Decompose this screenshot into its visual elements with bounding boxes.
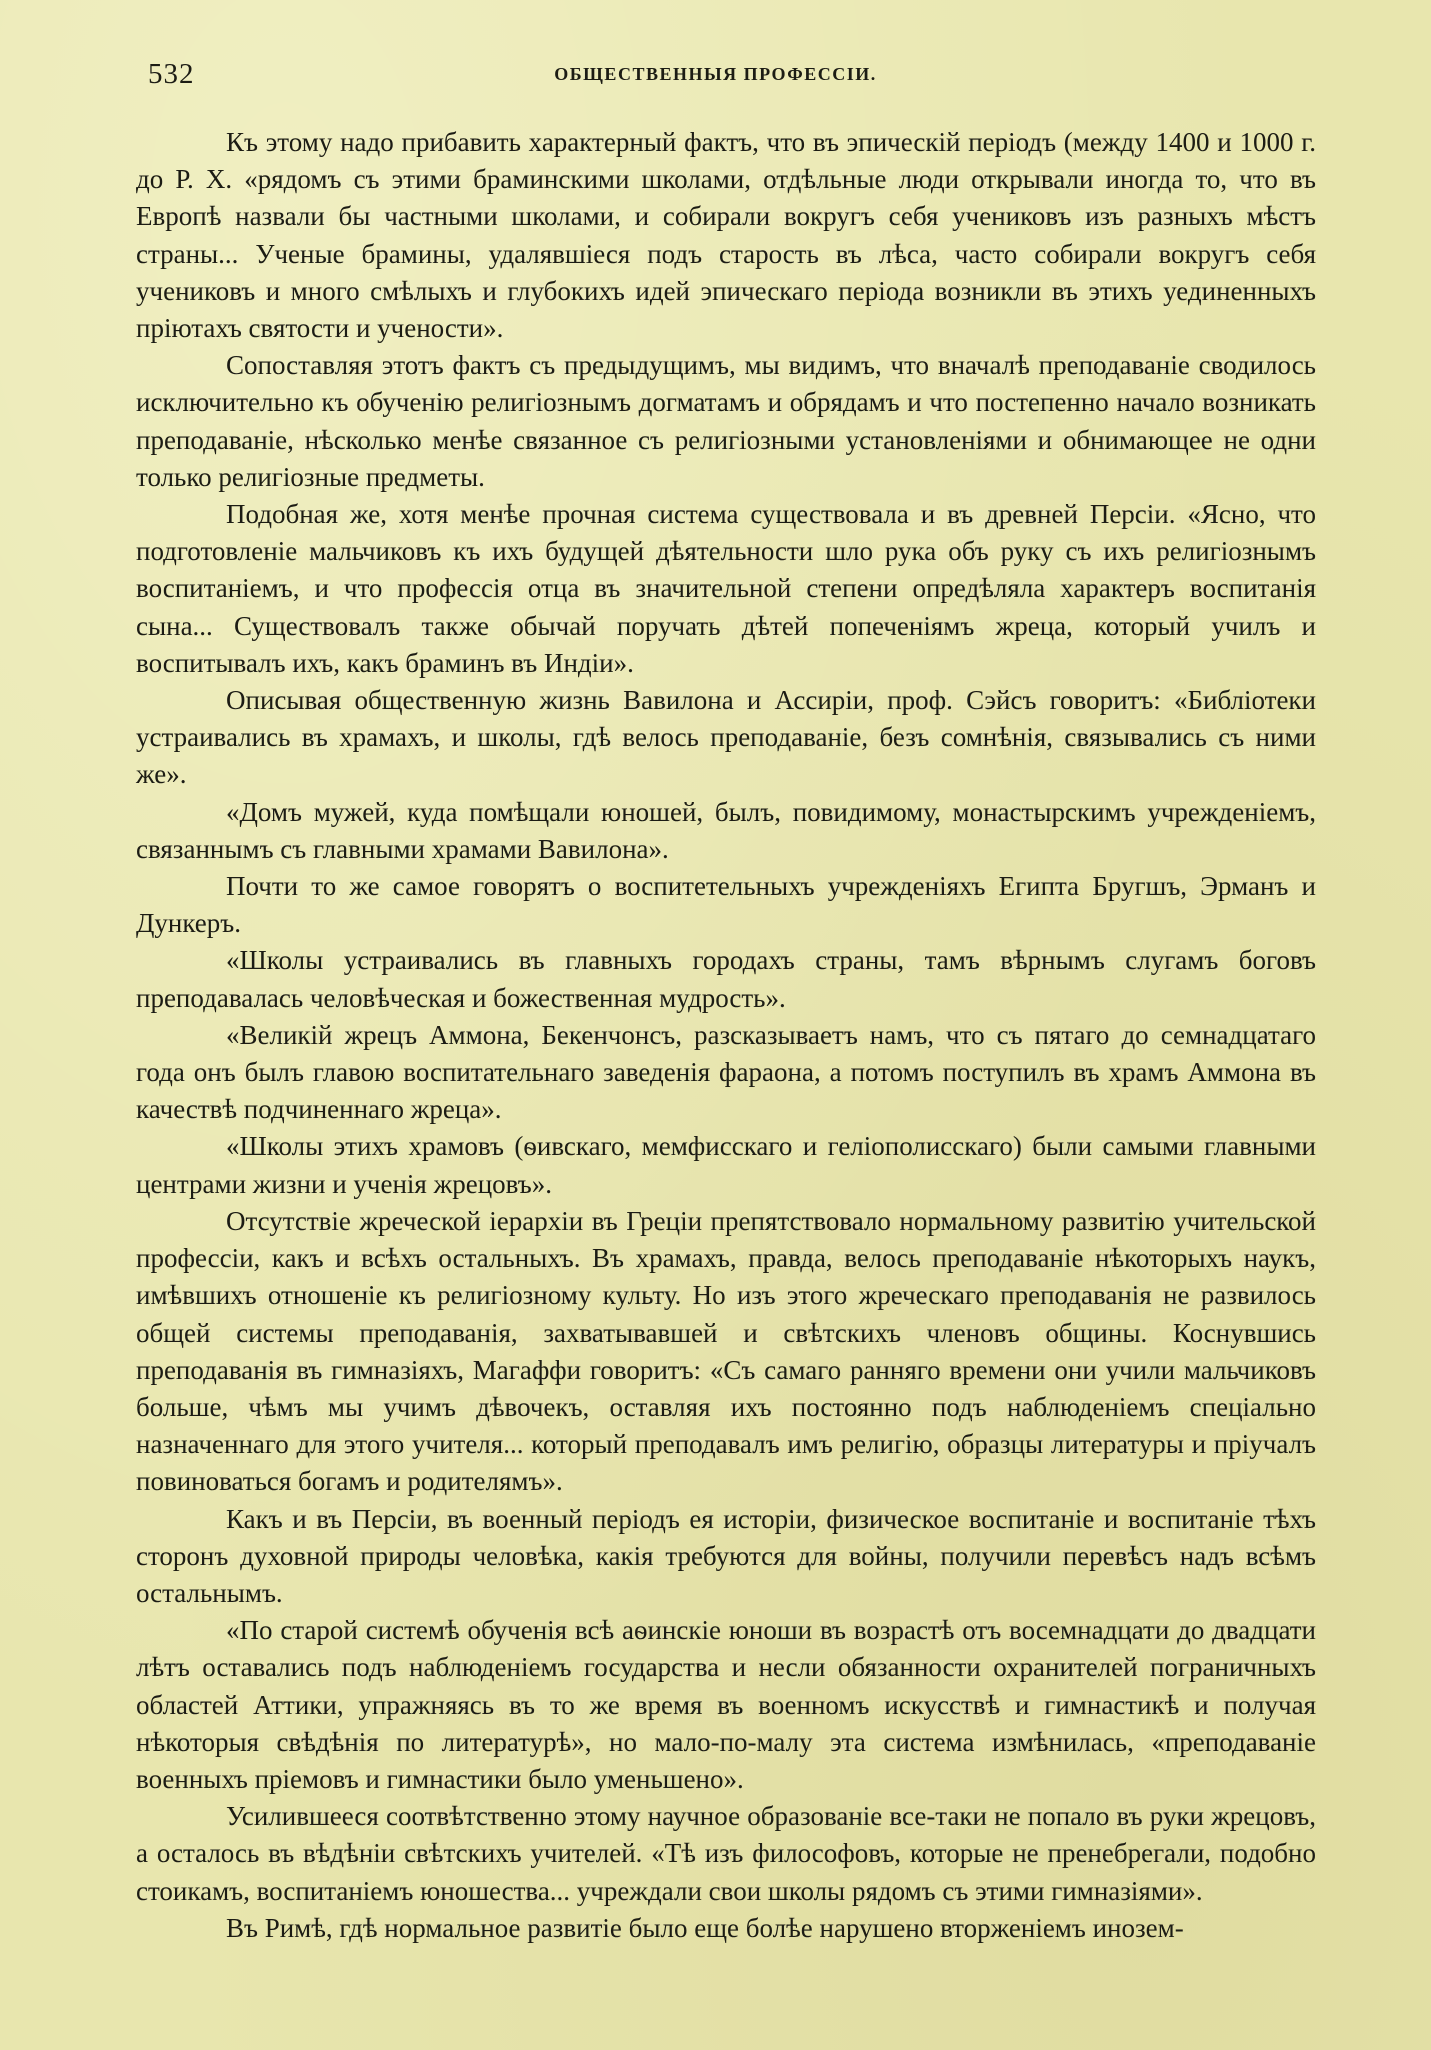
paragraph: Въ Римѣ, гдѣ нормальное развитіе было еще болѣе нарушено вторженіемъ инозем-: [226, 1912, 1184, 1943]
page-number: 532: [148, 58, 195, 90]
paragraph: Сопоставляя этотъ фактъ съ предыдущимъ, мы видимъ, что вначалѣ преподаваніе сводилось исключительно къ обученію религіознымъ догматамъ и обрядамъ и что постепенно начало возникать преподаваніе, нѣсколько менѣе связанное съ религіозными установленіями и обнимающее не одни только религіозные предметы.: [136, 350, 1316, 492]
page-header: [0, 58, 1431, 98]
paragraph: Усилившееся соотвѣтственно этому научное образованіе все-таки не попало въ руки жрецовъ, а осталось въ вѣдѣніи свѣтскихъ учителей. «Тѣ изъ философовъ, которые не пренебрегали, подобно стоикамъ, воспитаніемъ юношества... учреждали свои школы рядомъ съ этими гимназіями».: [136, 1801, 1316, 1906]
paragraph: «По старой системѣ обученія всѣ аѳинскіе юноши въ возрастѣ отъ восемнадцати до двадцати лѣтъ оставались подъ наблюденіемъ государства и несли обязанности охранителей пограничныхъ областей Аттики, упражняясь въ то же время въ военномъ искусствѣ и гимнастикѣ и получая нѣкоторыя свѣдѣнія по литературѣ», но мало-по-малу эта система измѣнилась, «преподаваніе военныхъ пріемовъ и гимнастики было уменьшено».: [136, 1615, 1316, 1794]
paragraph: Подобная же, хотя менѣе прочная система существовала и въ древней Персіи. «Ясно, что подготовленіе мальчиковъ къ ихъ будущей дѣятельности шло рука объ руку съ ихъ религіознымъ воспитаніемъ, и что профессія отца въ значительной степени опредѣляла характеръ воспитанія сына... Существовалъ также обычай поручать дѣтей попеченіямъ жреца, который училъ и воспитывалъ ихъ, какъ браминъ въ Индіи».: [136, 499, 1316, 678]
running-title: ОБЩЕСТВЕННЫЯ ПРОФЕССІИ.: [554, 64, 877, 84]
paragraph: «Великій жрецъ Аммона, Бекенчонсъ, разсказываетъ намъ, что съ пятаго до семнадцатаго года онъ былъ главою воспитательнаго заведенія фараона, а потомъ поступилъ въ храмъ Аммона въ качествѣ подчиненнаго жреца».: [136, 1019, 1316, 1125]
paragraph: «Школы устраивались въ главныхъ городахъ страны, тамъ вѣрнымъ слугамъ боговъ преподавалась человѣческая и божественная мудрость».: [136, 945, 1316, 1013]
paragraph: Къ этому надо прибавить характерный фактъ, что въ эпическій періодъ (между 1400 и 1000 г. до Р. Х. «рядомъ съ этими браминскими школами, отдѣльные люди открывали иногда то, что въ Европѣ назвали бы частными школами, и собирали вокругъ себя учениковъ изъ разныхъ мѣстъ страны... Ученые брамины, удалявшіеся подъ старость въ лѣса, часто собирали вокругъ себя учениковъ и много смѣлыхъ и глубокихъ идей эпическаго періода возникли въ этихъ уединенныхъ пріютахъ святости и учености».: [136, 127, 1316, 344]
paragraph: «Домъ мужей, куда помѣщали юношей, былъ, повидимому, монастырскимъ учрежденіемъ, связаннымъ съ главными храмами Вавилона».: [136, 796, 1316, 864]
paragraph: «Школы этихъ храмовъ (ѳивскаго, мемфисскаго и геліополисскаго) были самыми главными центрами жизни и ученія жрецовъ».: [136, 1131, 1316, 1199]
paragraph: Какъ и въ Персіи, въ военный періодъ ея исторіи, физическое воспитаніе и воспитаніе тѣхъ сторонъ духовной природы человѣка, какія требуются для войны, получили перевѣсъ надъ всѣмъ остальнымъ.: [136, 1503, 1316, 1608]
page-body: [136, 124, 1316, 1947]
paragraph: Почти то же самое говорятъ о воспитетельныхъ учрежденіяхъ Египта Бругшъ, Эрманъ и Дункеръ.: [136, 871, 1316, 939]
paragraph: Описывая общественную жизнь Вавилона и Ассиріи, проф. Сэйсъ говоритъ: «Библіотеки устраивались въ храмахъ, и школы, гдѣ велось преподаваніе, безъ сомнѣнія, связывались съ ними же».: [136, 685, 1316, 790]
paragraph: Отсутствіе жреческой іерархіи въ Греціи препятствовало нормальному развитію учительской профессіи, какъ и всѣхъ остальныхъ. Въ храмахъ, правда, велось преподаваніе нѣкоторыхъ наукъ, имѣвшихъ отношеніе къ религіозному культу. Но изъ этого жреческаго преподаванія не развилось общей системы преподаванія, захватывавшей и свѣтскихъ членовъ общины. Коснувшись преподаванія въ гимназіяхъ, Магаффи говоритъ: «Съ самаго ранняго времени они учили мальчиковъ больше, чѣмъ мы учимъ дѣвочекъ, оставляя ихъ постоянно подъ наблюденіемъ спеціально назначеннаго для этого учителя... который преподавалъ имъ религію, образцы литературы и пріучалъ повиноваться богамъ и родителямъ».: [136, 1205, 1316, 1497]
